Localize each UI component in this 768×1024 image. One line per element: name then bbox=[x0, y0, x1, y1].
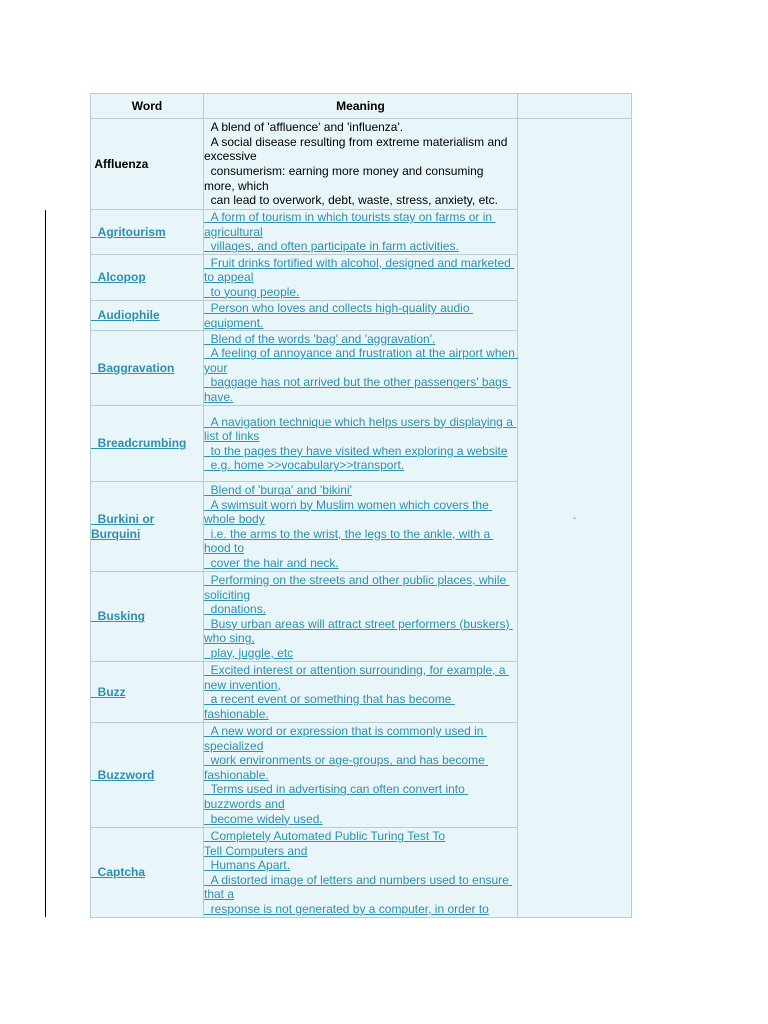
meaning-cell: A blend of 'affluence' and 'influenza'. A social disease resulting from extreme materialism and excessive consumerism: earning more money and consuming more, which can lead to overwork, debt, waste, stress, anxiety, etc. bbox=[204, 119, 518, 210]
meaning-link[interactable]: A form of tourism in which tourists stay on farms or in agricultural villages, and often participate in farm activities. bbox=[204, 210, 518, 255]
word-link[interactable]: Baggravation bbox=[91, 331, 204, 406]
meaning-link[interactable]: Completely Automated Public Turing Test To Tell Computers and Humans Apart. A distorted image of letters and numbers used to ensure that a response is not generated by a computer, in order to bbox=[204, 828, 518, 918]
dash-mark: - bbox=[572, 512, 577, 524]
word-cell: Affluenza bbox=[91, 119, 204, 210]
vocabulary-table bbox=[90, 93, 632, 918]
meaning-link[interactable]: Fruit drinks fortified with alcohol, designed and marketed to appeal to young people. bbox=[204, 255, 518, 301]
meaning-link[interactable]: Excited interest or attention surrounding, for example, a new invention, a recent event or something that has become fashionable. bbox=[204, 662, 518, 723]
meaning-link[interactable]: A new word or expression that is commonly used in specialized work environments or age-groups, and has become fashionable. Terms used in advertising can often convert into buzzwords and become widely used. bbox=[204, 723, 518, 828]
word-link[interactable]: Captcha bbox=[91, 828, 204, 918]
meaning-link[interactable]: Blend of 'burqa' and 'bikini' A swimsuit worn by Muslim women which covers the whole body i.e. the arms to the wrist, the legs to the ankle, with a hood to cover the hair and neck. bbox=[204, 482, 518, 572]
header-row bbox=[91, 94, 632, 119]
word-column-header: Word bbox=[91, 94, 204, 119]
meaning-link[interactable]: A navigation technique which helps users by displaying a list of links to the pages they have visited when exploring a website e.g. home >>vocabulary>>transport. bbox=[204, 406, 518, 482]
word-link[interactable]: Buzz bbox=[91, 662, 204, 723]
extra-column-header bbox=[518, 94, 632, 119]
word-link[interactable]: Alcopop bbox=[91, 255, 204, 301]
word-link[interactable]: Breadcrumbing bbox=[91, 406, 204, 482]
meaning-column-header: Meaning bbox=[204, 94, 518, 119]
margin-line bbox=[45, 210, 46, 917]
word-link[interactable]: Burkini or Burquini bbox=[91, 482, 204, 572]
word-link[interactable]: Audiophile bbox=[91, 301, 204, 331]
table-row bbox=[91, 119, 632, 210]
word-link[interactable]: Busking bbox=[91, 572, 204, 662]
meaning-link[interactable]: Blend of the words 'bag' and 'aggravation'. A feeling of annoyance and frustration at the airport when your baggage has not arrived but the other passengers' bags have. bbox=[204, 331, 518, 406]
meaning-link[interactable]: Person who loves and collects high-quality audio equipment. bbox=[204, 301, 518, 331]
word-link[interactable]: Agritourism bbox=[91, 210, 204, 255]
word-link[interactable]: Buzzword bbox=[91, 723, 204, 828]
extra-cell bbox=[518, 119, 632, 918]
meaning-link[interactable]: Performing on the streets and other public places, while soliciting donations. Busy urban areas will attract street performers (buskers) who sing, play, juggle, etc bbox=[204, 572, 518, 662]
